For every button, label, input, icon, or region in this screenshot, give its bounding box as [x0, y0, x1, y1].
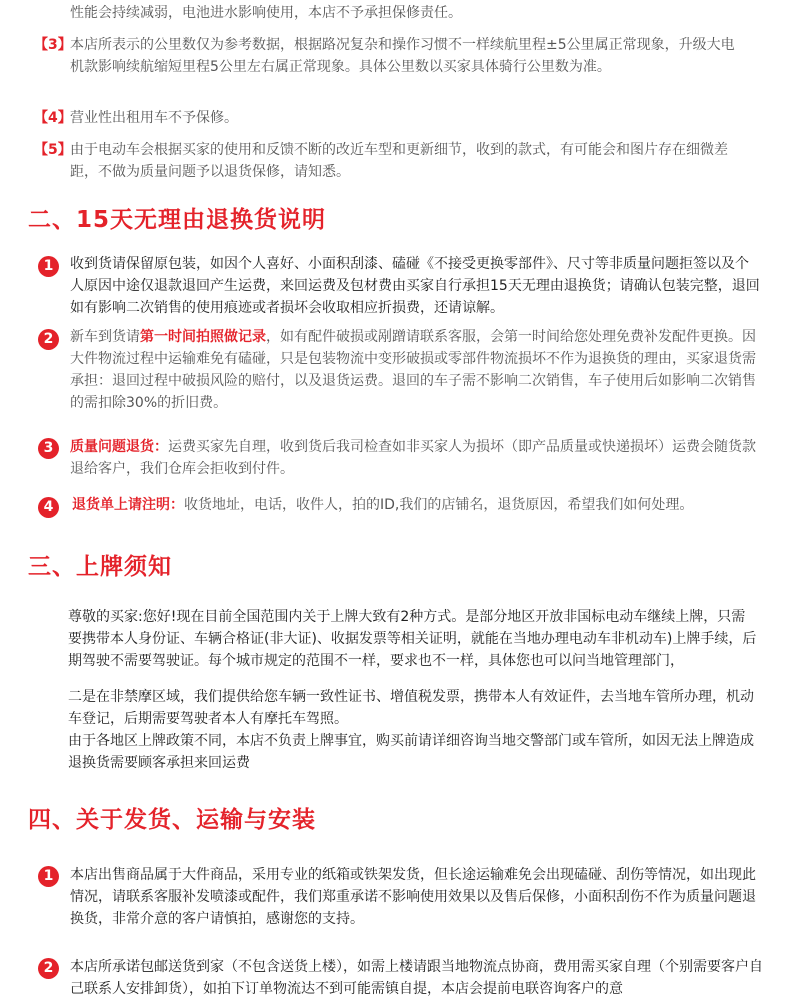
returns-item-2-pre: 新车到货请	[70, 329, 140, 345]
number-badge-ship-1: 1	[38, 866, 59, 887]
number-badge-ship-2: 2	[38, 958, 59, 979]
returns-item-2-highlight: 第一时间拍照做记录	[140, 329, 266, 345]
number-badge-4: 4	[38, 497, 59, 518]
note-text-5: 由于电动车会根据买家的使用和反馈不断的改近车型和更新细节，收到的款式，有可能会和图片存在细微差距，不做为质量问题予以退货保修，请知悉。	[70, 142, 728, 180]
section-title-registration: 三、上牌须知	[28, 554, 172, 580]
shipping-item-2: 本店所承诺包邮送货到家（不包含送货上楼），如需上楼请跟当地物流点协商，费用需买家自理（个别需要客户自己联系人安排卸货），如拍下订单物流达不到可能需镇自提，本店会提前电联咨询客户的意	[70, 959, 763, 997]
note-bracket-3: 【3】	[34, 37, 72, 53]
returns-item-4-text: 收货地址，电话，收件人，拍的ID,我们的店铺名，退货原因，希望我们如何处理。	[184, 497, 694, 513]
number-badge-3: 3	[38, 438, 59, 459]
returns-item-3-text: 运费买家先自理，收到货后我司检查如非买家人为损坏（即产品质量或快递损坏）运费会随货款退给客户，我们仓库会拒收到付件。	[70, 439, 756, 477]
returns-item-2	[70, 326, 765, 414]
number-badge-2: 2	[38, 329, 59, 350]
returns-item-3	[70, 436, 765, 480]
note-text-4: 营业性出租用车不予保修。	[70, 110, 238, 126]
note-bracket-5: 【5】	[34, 142, 72, 158]
returns-item-4	[72, 494, 772, 516]
intro-tail-text: 性能会持续减弱，电池进水影响使用，本店不予承担保修责任。	[70, 5, 462, 21]
section-title-shipping: 四、关于发货、运输与安装	[28, 807, 316, 833]
returns-item-3-highlight: 质量问题退货：	[70, 439, 168, 455]
note-bracket-4: 【4】	[34, 110, 72, 126]
registration-paragraph-1: 尊敬的买家:您好!现在目前全国范围内关于上牌大致有2种方式。是部分地区开放非国标电动车继续上牌，只需要携带本人身份证、车辆合格证(非大证)、收据发票等相关证明，就能在当地办理电动车非机动车)上牌手续，后期驾驶不需要驾驶证。每个城市规定的范围不一样，要求也不一样，具体您也可以问当地管理部门，	[68, 609, 757, 669]
section-title-returns: 二、15天无理由退换货说明	[28, 207, 327, 233]
returns-item-4-highlight: 退货单上请注明：	[72, 497, 184, 513]
returns-item-2-text: ，如有配件破损或剐蹭请联系客服，会第一时间给您处理免费补发配件更换。因大件物流过程中运输难免有磕碰，只是包装物流中变形破损或零部件物流损坏不作为退换货的理由，买家退货需承担：退回过程中破损风险的赔付，以及退货运费。退回的车子需不影响二次销售，车子使用后如影响二次销售的需扣除30%的折旧费。	[70, 329, 756, 411]
returns-item-1: 收到货请保留原包装，如因个人喜好、小面积刮漆、磕碰《不接受更换零部件》、尺寸等非质量问题拒签以及个人原因中途仅退款退回产生运费，来回运费及包材费由买家自行承担15天无理由退换货；请确认包装完整，退回如有影响二次销售的使用痕迹或者损坏会收取相应折损费，还请谅解。	[70, 256, 760, 316]
registration-paragraph-2: 二是在非禁摩区域，我们提供给您车辆一致性证书、增值税发票，携带本人有效证件，去当地车管所办理，机动车登记，后期需要驾驶者本人有摩托车驾照。	[68, 689, 754, 727]
number-badge-1: 1	[38, 256, 59, 277]
note-text-3: 本店所表示的公里数仅为参考数据，根据路况复杂和操作习惯不一样续航里程±5公里属正常现象，升级大电机款影响续航缩短里程5公里左右属正常现象。具体公里数以买家具体骑行公里数为准。	[70, 37, 735, 75]
registration-paragraph-3: 由于各地区上牌政策不同，本店不负责上牌事宜，购买前请详细咨询当地交警部门或车管所，如因无法上牌造成退换货需要顾客承担来回运费	[68, 733, 754, 771]
shipping-item-1: 本店出售商品属于大件商品，采用专业的纸箱或铁架发货，但长途运输难免会出现磕碰、刮伤等情况，如出现此情况，请联系客服补发喷漆或配件，我们郑重承诺不影响使用效果以及售后保修，小面积刮伤不作为质量问题退换货，非常介意的客户请慎拍，感谢您的支持。	[70, 867, 756, 927]
